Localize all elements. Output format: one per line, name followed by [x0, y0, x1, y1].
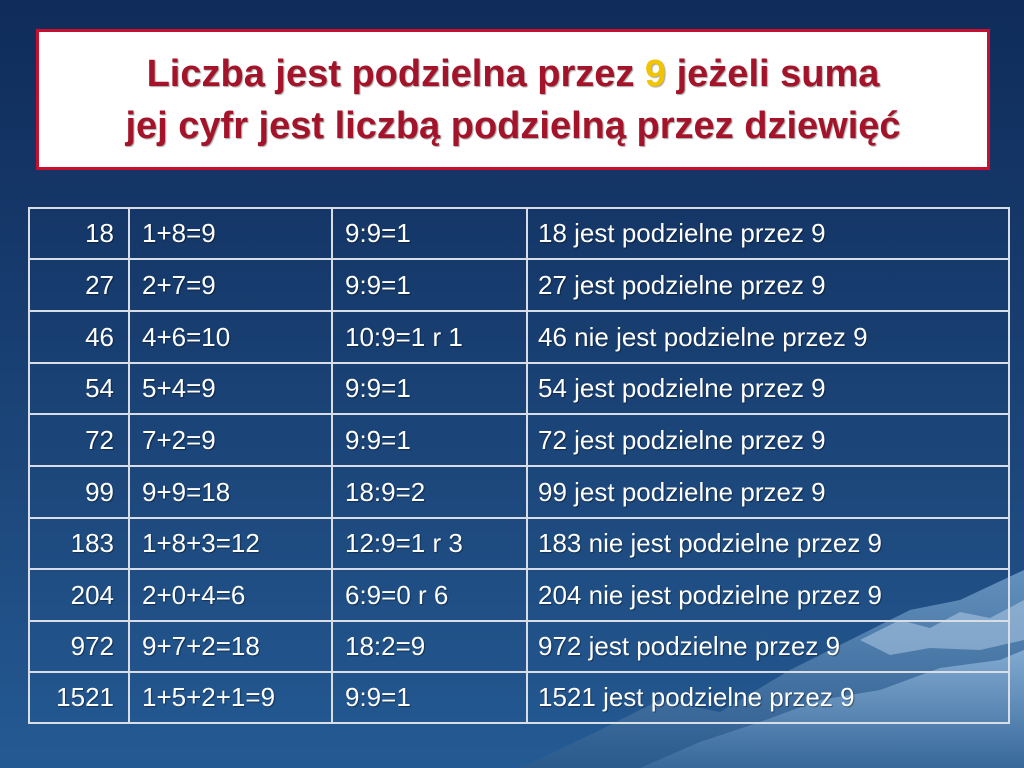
- table-row: [29, 414, 1009, 466]
- digit-sum-cell: 9+7+2=18: [129, 621, 332, 672]
- result-cell: 18 jest podzielne przez 9: [527, 208, 1009, 259]
- number-cell: 27: [29, 259, 129, 311]
- title-box: [36, 29, 990, 170]
- table-row: [29, 311, 1009, 363]
- divisibility-table: [28, 207, 1010, 724]
- digit-sum-cell: 7+2=9: [129, 414, 332, 466]
- digit-sum-cell: 4+6=10: [129, 311, 332, 363]
- number-cell: 72: [29, 414, 129, 466]
- table-row: [29, 621, 1009, 672]
- table-row: [29, 518, 1009, 569]
- table-row: [29, 672, 1009, 723]
- title-line-1: [147, 48, 880, 100]
- result-cell: 46 nie jest podzielne przez 9: [527, 311, 1009, 363]
- number-cell: 183: [29, 518, 129, 569]
- number-cell: 46: [29, 311, 129, 363]
- digit-sum-cell: 2+0+4=6: [129, 569, 332, 621]
- digit-sum-cell: 1+8+3=12: [129, 518, 332, 569]
- number-cell: 972: [29, 621, 129, 672]
- digit-sum-cell: 1+5+2+1=9: [129, 672, 332, 723]
- title-line-1-prefix: Liczba jest podzielna przez: [146, 52, 645, 95]
- table-row: [29, 466, 1009, 518]
- title-accent-nine: 9: [644, 52, 667, 95]
- result-cell: 183 nie jest podzielne przez 9: [527, 518, 1009, 569]
- result-cell: 54 jest podzielne przez 9: [527, 363, 1009, 414]
- table-row: [29, 363, 1009, 414]
- result-cell: 204 nie jest podzielne przez 9: [527, 569, 1009, 621]
- result-cell: 972 jest podzielne przez 9: [527, 621, 1009, 672]
- division-cell: 18:2=9: [332, 621, 527, 672]
- result-cell: 72 jest podzielne przez 9: [527, 414, 1009, 466]
- result-cell: 99 jest podzielne przez 9: [527, 466, 1009, 518]
- division-cell: 9:9=1: [332, 208, 527, 259]
- division-cell: 9:9=1: [332, 363, 527, 414]
- table-row: [29, 208, 1009, 259]
- number-cell: 1521: [29, 672, 129, 723]
- table-body: [29, 208, 1009, 723]
- digit-sum-cell: 2+7=9: [129, 259, 332, 311]
- division-cell: 9:9=1: [332, 672, 527, 723]
- number-cell: 18: [29, 208, 129, 259]
- digit-sum-cell: 1+8=9: [129, 208, 332, 259]
- digit-sum-cell: 9+9=18: [129, 466, 332, 518]
- number-cell: 204: [29, 569, 129, 621]
- division-cell: 12:9=1 r 3: [332, 518, 527, 569]
- number-cell: 99: [29, 466, 129, 518]
- division-cell: 9:9=1: [332, 259, 527, 311]
- number-cell: 54: [29, 363, 129, 414]
- title-line-2: jej cyfr jest liczbą podzielną przez dziewięć: [125, 104, 901, 147]
- division-cell: 18:9=2: [332, 466, 527, 518]
- table-row: [29, 569, 1009, 621]
- digit-sum-cell: 5+4=9: [129, 363, 332, 414]
- division-cell: 10:9=1 r 1: [332, 311, 527, 363]
- table-row: [29, 259, 1009, 311]
- result-cell: 1521 jest podzielne przez 9: [527, 672, 1009, 723]
- title-line-1-suffix: jeżeli suma: [666, 52, 880, 95]
- division-cell: 9:9=1: [332, 414, 527, 466]
- division-cell: 6:9=0 r 6: [332, 569, 527, 621]
- result-cell: 27 jest podzielne przez 9: [527, 259, 1009, 311]
